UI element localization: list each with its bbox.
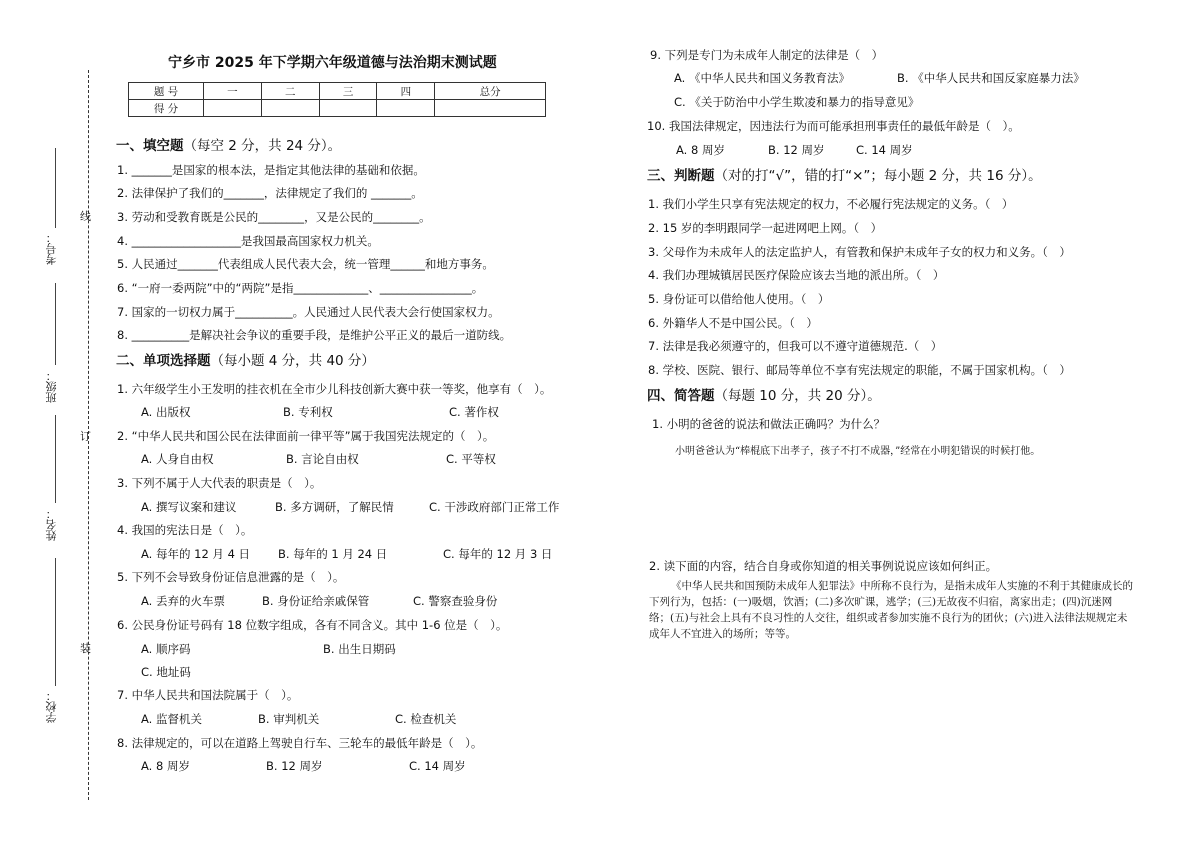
section-4-note: （每题 10 分，共 20 分）。 <box>714 388 881 404</box>
section-3-title: 三、判断题 <box>647 168 715 184</box>
mc-option: C. 《关于防治中小学生欺凌和暴力的指导意见》 <box>674 95 920 109</box>
section-4-title: 四、简答题 <box>647 388 715 404</box>
cut-mark-line: 线 <box>80 210 91 223</box>
judge-question: 7. 法律是我必须遵守的，但我可以不遵守道德规范.（ ） <box>648 339 943 353</box>
fill-question: 7. 国家的一切权力属于__________。人民通过人民代表大会行使国家权力。 <box>117 305 500 319</box>
exam-number-label: 考号： <box>45 232 58 265</box>
mc-question: 7. 中华人民共和国法院属于（ ）。 <box>117 688 299 702</box>
mc-option: A. 8 周岁 <box>676 143 725 157</box>
cut-mark-bind: 装 <box>80 642 91 655</box>
section-2-note: （每小题 4 分，共 40 分） <box>210 353 375 369</box>
fill-question: 3. 劳动和受教育既是公民的________，又是公民的________。 <box>117 210 431 224</box>
mc-question: 6. 公民身份证号码有 18 位数字组成，各有不同含义。其中 1-6 位是（ ）。 <box>117 618 508 632</box>
fill-question: 6. “一府一委两院”中的“两院”是指_____________、________________。 <box>117 281 484 295</box>
mc-option: B. 专利权 <box>283 405 333 419</box>
mc-option: B. 每年的 1 月 24 日 <box>278 547 388 561</box>
mc-option: A. 监督机关 <box>141 712 202 726</box>
mc-option: C. 检查机关 <box>395 712 457 726</box>
score-cell[interactable] <box>204 100 262 117</box>
fill-question: 5. 人民通过_______代表组成人民代表大会，统一管理______和地方事务。 <box>117 257 494 271</box>
score-cell[interactable] <box>377 100 435 117</box>
section-3-note: （对的打“√”，错的打“×”；每小题 2 分，共 16 分）。 <box>714 168 1042 184</box>
mc-option: C. 每年的 12 月 3 日 <box>443 547 553 561</box>
score-row-label: 得 分 <box>129 100 204 117</box>
mc-option: B. 《中华人民共和国反家庭暴力法》 <box>897 71 1085 85</box>
page-title: 宁乡市 2025 年下学期六年级道德与法治期末测试题 <box>168 55 497 71</box>
mc-option: B. 12 周岁 <box>768 143 825 157</box>
mc-question: 2. “中华人民共和国公民在法律面前一律平等”属于我国宪法规定的（ ）。 <box>117 429 495 443</box>
score-header: 题 号 <box>129 83 204 100</box>
fill-question: 1. _______是国家的根本法，是指定其他法律的基础和依据。 <box>117 163 425 177</box>
class-line <box>55 283 56 365</box>
mc-option: C. 警察查验身份 <box>413 594 498 608</box>
exam-number-line <box>55 148 56 228</box>
score-cell[interactable] <box>435 100 546 117</box>
mc-option: A. 人身自由权 <box>141 452 214 466</box>
mc-question: 4. 我国的宪法日是（ ）。 <box>117 523 253 537</box>
section-2-heading <box>116 353 375 369</box>
mc-option: B. 多方调研，了解民情 <box>275 500 394 514</box>
mc-option: A. 每年的 12 月 4 日 <box>141 547 251 561</box>
mc-option: A. 8 周岁 <box>141 759 190 773</box>
mc-option: A. 《中华人民共和国义务教育法》 <box>674 71 850 85</box>
mc-question: 5. 下列不会导致身份证信息泄露的是（ ）。 <box>117 570 345 584</box>
mc-question: 1. 六年级学生小王发明的挂衣机在全市少儿科技创新大赛中获一等奖，他享有（ ）。 <box>117 382 552 396</box>
mc-question: 3. 下列不属于人大代表的职责是（ ）。 <box>117 476 322 490</box>
fill-question: 8. __________是解决社会争议的重要手段，是维护公平正义的最后一道防线。 <box>117 328 512 342</box>
mc-option: C. 平等权 <box>446 452 496 466</box>
mc-option: A. 撰写议案和建议 <box>141 500 237 514</box>
score-header: 二 <box>261 83 319 100</box>
fill-question: 2. 法律保护了我们的_______，法律规定了我们的 _______。 <box>117 186 423 200</box>
mc-option: B. 言论自由权 <box>286 452 359 466</box>
section-2-title: 二、单项选择题 <box>116 353 211 369</box>
score-header: 四 <box>377 83 435 100</box>
mc-option: C. 14 周岁 <box>856 143 913 157</box>
section-1-heading <box>116 138 341 154</box>
fill-question: 4. ___________________是我国最高国家权力机关。 <box>117 234 379 248</box>
score-cell[interactable] <box>261 100 319 117</box>
score-table <box>128 82 546 117</box>
school-label: 学校： <box>45 690 58 723</box>
short-question-2: 2. 读下面的内容，结合自身或你知道的相关事例说说应该如何纠正。 <box>649 559 998 573</box>
section-4-heading <box>647 388 881 404</box>
judge-question: 1. 我们小学生只享有宪法规定的权力，不必履行宪法规定的义务。（ ） <box>648 197 1014 211</box>
mc-option: C. 干涉政府部门正常工作 <box>429 500 560 514</box>
class-label: 班级： <box>45 370 58 403</box>
mc-option: A. 丢弃的火车票 <box>141 594 225 608</box>
mc-option: B. 出生日期码 <box>323 642 396 656</box>
mc-option: A. 出版权 <box>141 405 191 419</box>
section-1-title: 一、填空题 <box>116 138 184 154</box>
mc-option: C. 地址码 <box>141 665 191 679</box>
judge-question: 6. 外籍华人不是中国公民。（ ） <box>648 316 818 330</box>
mc-question: 9. 下列是专门为未成年人制定的法律是（ ） <box>650 48 884 62</box>
mc-option: B. 12 周岁 <box>266 759 323 773</box>
judge-question: 2. 15 岁的李明跟同学一起进网吧上网。（ ） <box>648 221 883 235</box>
judge-question: 8. 学校、医院、银行、邮局等单位不享有宪法规定的职能，不属于国家机构。（ ） <box>648 363 1071 377</box>
mc-option: A. 顺序码 <box>141 642 191 656</box>
score-header: 一 <box>204 83 262 100</box>
section-1-note: （每空 2 分，共 24 分）。 <box>183 138 342 154</box>
school-line <box>55 558 56 686</box>
score-header: 三 <box>319 83 377 100</box>
short-question-1: 1. 小明的爸爸的说法和做法正确吗？为什么？ <box>652 417 886 431</box>
name-line <box>55 415 56 503</box>
score-cell[interactable] <box>319 100 377 117</box>
judge-question: 5. 身份证可以借给他人使用。（ ） <box>648 292 830 306</box>
short-question-2-text: 《中华人民共和国预防未成年人犯罪法》中所称不良行为，是指未成年人实施的不利于其健康成长的下列行为，包括：(一)吸烟，饮酒；(二)多次旷课，逃学；(三)无故夜不归宿，离家出走；(四)沉迷网络；(五)与社会上具有不良习性的人交往，组织或者参加实施不良行为的团伙；(六)进入法律法规规定未成年人不宜进入的场所；等等。 <box>649 580 1133 640</box>
score-header: 总分 <box>435 83 546 100</box>
mc-option: B. 身份证给亲戚保管 <box>262 594 370 608</box>
name-label: 姓名： <box>45 508 58 541</box>
cut-mark-order: 订 <box>80 430 91 443</box>
mc-question: 10. 我国法律规定，因违法行为而可能承担刑事责任的最低年龄是（ ）。 <box>647 119 1020 133</box>
mc-option: B. 审判机关 <box>258 712 320 726</box>
mc-option: C. 著作权 <box>449 405 499 419</box>
judge-question: 3. 父母作为未成年人的法定监护人，有管教和保护未成年子女的权力和义务。（ ） <box>648 245 1071 259</box>
mc-option: C. 14 周岁 <box>409 759 466 773</box>
short-question-1-text: 小明爸爸认为“棒棍底下出孝子，孩子不打不成器，”经常在小明犯错误的时候打他。 <box>675 446 1041 457</box>
section-3-heading <box>647 168 1042 184</box>
mc-question: 8. 法律规定的，可以在道路上驾驶自行车、三轮车的最低年龄是（ ）。 <box>117 736 483 750</box>
judge-question: 4. 我们办理城镇居民医疗保险应该去当地的派出所。（ ） <box>648 268 945 282</box>
